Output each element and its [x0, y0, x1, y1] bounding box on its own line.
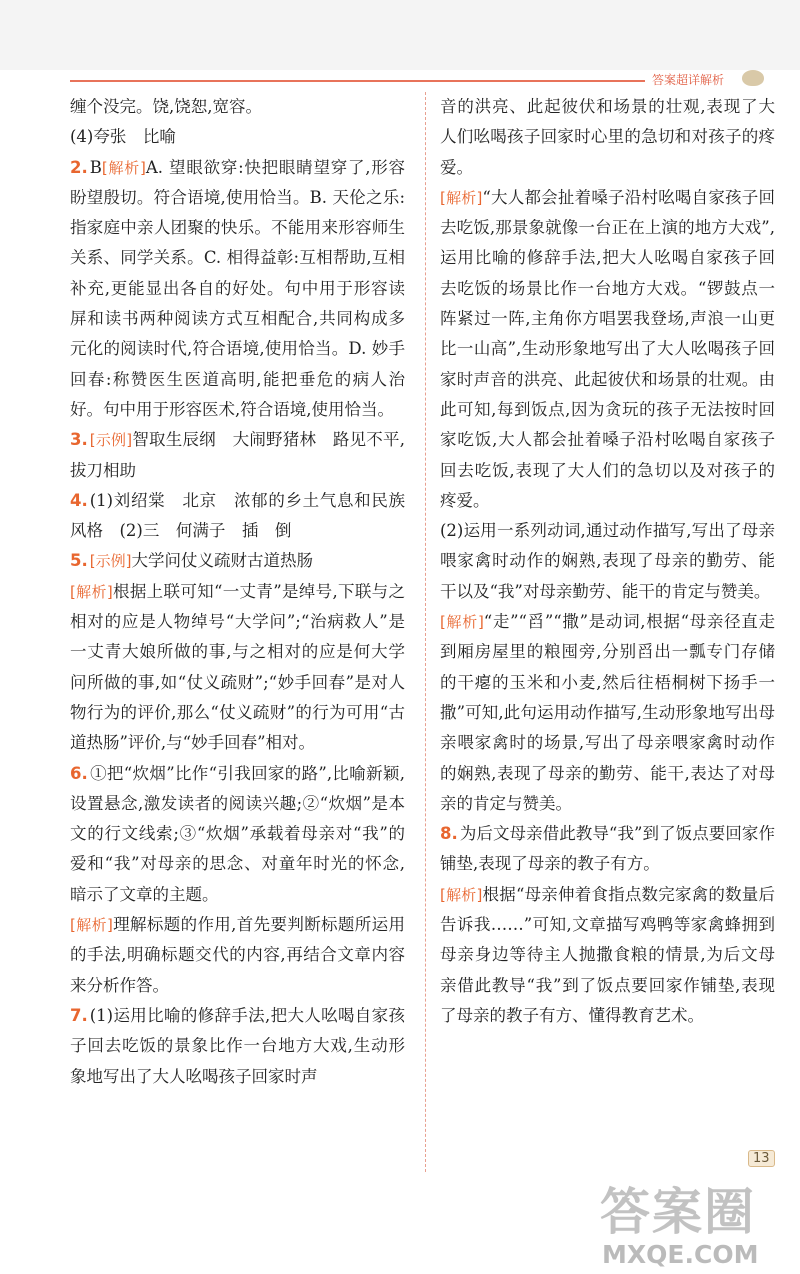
tag-text: 解析: [445, 188, 477, 207]
header-rule: [70, 80, 645, 82]
answer-item: [70, 759, 405, 910]
header-book-icon: [742, 70, 764, 86]
analysis-block: [70, 910, 405, 1001]
column-divider: [425, 92, 426, 1172]
item-number: 8.: [440, 824, 458, 844]
tag-text: 示例: [95, 431, 127, 450]
analysis-text: “大人都会扯着嗓子沿村吆喝自家孩子回去吃饭,那景象就像一台正在上演的地方大戏”,运用比喻的修辞手法,把大人吆喝自家孩子回去吃饭的场景比作一台地方大戏。“锣鼓点一阵紧过一阵,主角你方唱罢我登场,声浪一山更比一山高”,生动形象地写出了大人吆喝孩子回家时声音的洪亮、此起彼伏和场景的壮观。由此可知,每到饭点,因为贪玩的孩子无法按时回家吃饭,大人都会扯着嗓子沿村吆喝自家孩子回去吃饭,表现了大人们的急切以及对孩子的疼爱。: [440, 187, 775, 510]
tag-label: [解析]: [101, 158, 146, 177]
analysis-tag: [解析]: [440, 613, 484, 632]
item-number: 5.: [70, 551, 88, 571]
answer-item: [70, 153, 405, 426]
sub-answer: [440, 516, 775, 607]
item-number: 2.: [70, 157, 88, 177]
analysis-block: [70, 577, 405, 759]
continued-text: [70, 92, 405, 122]
tag-text: 解析: [75, 582, 107, 601]
paragraph-text: 缠个没完。饶,饶恕,宽容。: [70, 97, 262, 116]
sub-answer: [70, 122, 405, 152]
analysis-text: “走”“舀”“撒”是动词,根据“母亲径直走到厢房屋里的粮囤旁,分别舀出一瓢专门存储的干瘪的玉米和小麦,然后往梧桐树下扬手一撒”可知,此句运用动作描写,生动形象地写出母亲喂家禽时的场景,写出了母亲喂家禽时动作的娴熟,表现了母亲的勤劳、能干,表达了对母亲的肯定与赞美。: [440, 612, 775, 813]
answer-text: 智取生辰纲 大闹野猪林 路见不平,拔刀相助: [70, 430, 405, 480]
analysis-tag: [解析]: [70, 582, 113, 601]
watermark-site: MXQE.COM: [602, 1240, 759, 1269]
analysis-tag: [解析]: [70, 916, 113, 935]
analysis-text: 根据“母亲伸着食指点数完家禽的数量后告诉我……”可知,文章描写鸡鸭等家禽蜂拥到母亲身边等待主人抛撒食粮的情景,为后文母亲借此教导“我”到了饭点要回家作铺垫,表现了母亲的教子有方、懂得教育艺术。: [440, 884, 775, 1025]
answer-text: ①把“炊烟”比作“引我回家的路”,比喻新颖,设置悬念,激发读者的阅读兴趣;②“炊烟”是本文的行文线索;③“炊烟”承载着母亲对“我”的爱和“我”对母亲的思念、对童年时光的怀念,暗示了文章的主题。: [70, 763, 405, 904]
answer-text: A. 望眼欲穿:快把眼睛望穿了,形容盼望殷切。符合语境,使用恰当。B. 天伦之乐:指家庭中亲人团聚的快乐。不能用来形容师生关系、同学关系。C. 相得益彰:互相帮助,互相补充,更能显出各自的好处。句中用于形容读屏和读书两种阅读方式互相配合,共同构成多元化的阅读时代,符合语境,使用恰当。D. 妙手回春:称赞医生医道高明,能把垂危的病人治好。句中用于形容医术,符合语境,使用恰当。: [70, 157, 405, 419]
item-number: 7.: [70, 1005, 88, 1025]
left-column: [70, 92, 405, 1092]
answer-item: [70, 486, 405, 547]
paragraph-text: 音的洪亮、此起彼伏和场景的壮观,表现了大人们吆喝孩子回家时心里的急切和对孩子的疼爱。: [440, 97, 775, 177]
answer-choice: B: [89, 157, 102, 177]
top-shade: [0, 0, 800, 70]
answer-text: (1)刘绍棠 北京 浓郁的乡土气息和民族风格 (2)三 何满子 插 倒: [70, 490, 405, 541]
analysis-block: [440, 880, 775, 1031]
item-number: 6.: [70, 763, 88, 783]
answer-text: 为后文母亲借此教导“我”到了饭点要回家作铺垫,表现了母亲的教子有方。: [440, 824, 775, 874]
paragraph-text: (4)夸张 比喻: [70, 127, 176, 147]
tag-text: 解析: [445, 613, 478, 632]
right-column: [440, 92, 775, 1031]
analysis-text: 根据上联可知“一丈青”是绰号,下联与之相对的应是人物绰号“大学问”;“治病救人”是一丈青大娘所做的事,与之相对的应是何大学问所做的事,如“仗义疏财”;“妙手回春”是对人物行为的评价,那么“仗义疏财”的行为可用“古道热肠”评价,与“妙手回春”相对。: [70, 581, 405, 753]
answer-item: [70, 1001, 405, 1092]
analysis-block: [440, 183, 775, 516]
analysis-text: 理解标题的作用,首先要判断标题所运用的手法,明确标题交代的内容,再结合文章内容来分析作答。: [70, 915, 405, 995]
item-number: 4.: [70, 490, 88, 510]
answer-item: [440, 819, 775, 880]
watermark-logo: 答案圈: [600, 1183, 756, 1241]
header-label: 答案超详解析: [652, 73, 725, 87]
tag-text: 解析: [445, 885, 477, 904]
tag-text: 解析: [75, 916, 107, 935]
continued-text: [440, 92, 775, 183]
tag-label: [示例]: [89, 552, 132, 571]
item-number: 3.: [70, 430, 88, 450]
answer-item: [70, 425, 405, 486]
answer-text: (1)运用比喻的修辞手法,把大人吆喝自家孩子回去吃饭的景象比作一台地方大戏,生动形象地写出了大人吆喝孩子回家时声: [70, 1005, 405, 1086]
analysis-block: [440, 607, 775, 819]
analysis-tag: [解析]: [440, 885, 483, 904]
tag-text: 解析: [107, 158, 141, 177]
page-number: 13: [748, 1150, 775, 1167]
answer-item: [70, 546, 405, 576]
paragraph-text: (2)运用一系列动词,通过动作描写,写出了母亲喂家禽时动作的娴熟,表现了母亲的勤劳、能干以及“我”对母亲勤劳、能干的肯定与赞美。: [440, 521, 775, 601]
tag-text: 示例: [95, 552, 126, 571]
analysis-tag: [解析]: [440, 188, 483, 207]
answer-text: 大学问仗义疏财古道热肠: [131, 551, 313, 571]
tag-label: [示例]: [89, 431, 133, 450]
